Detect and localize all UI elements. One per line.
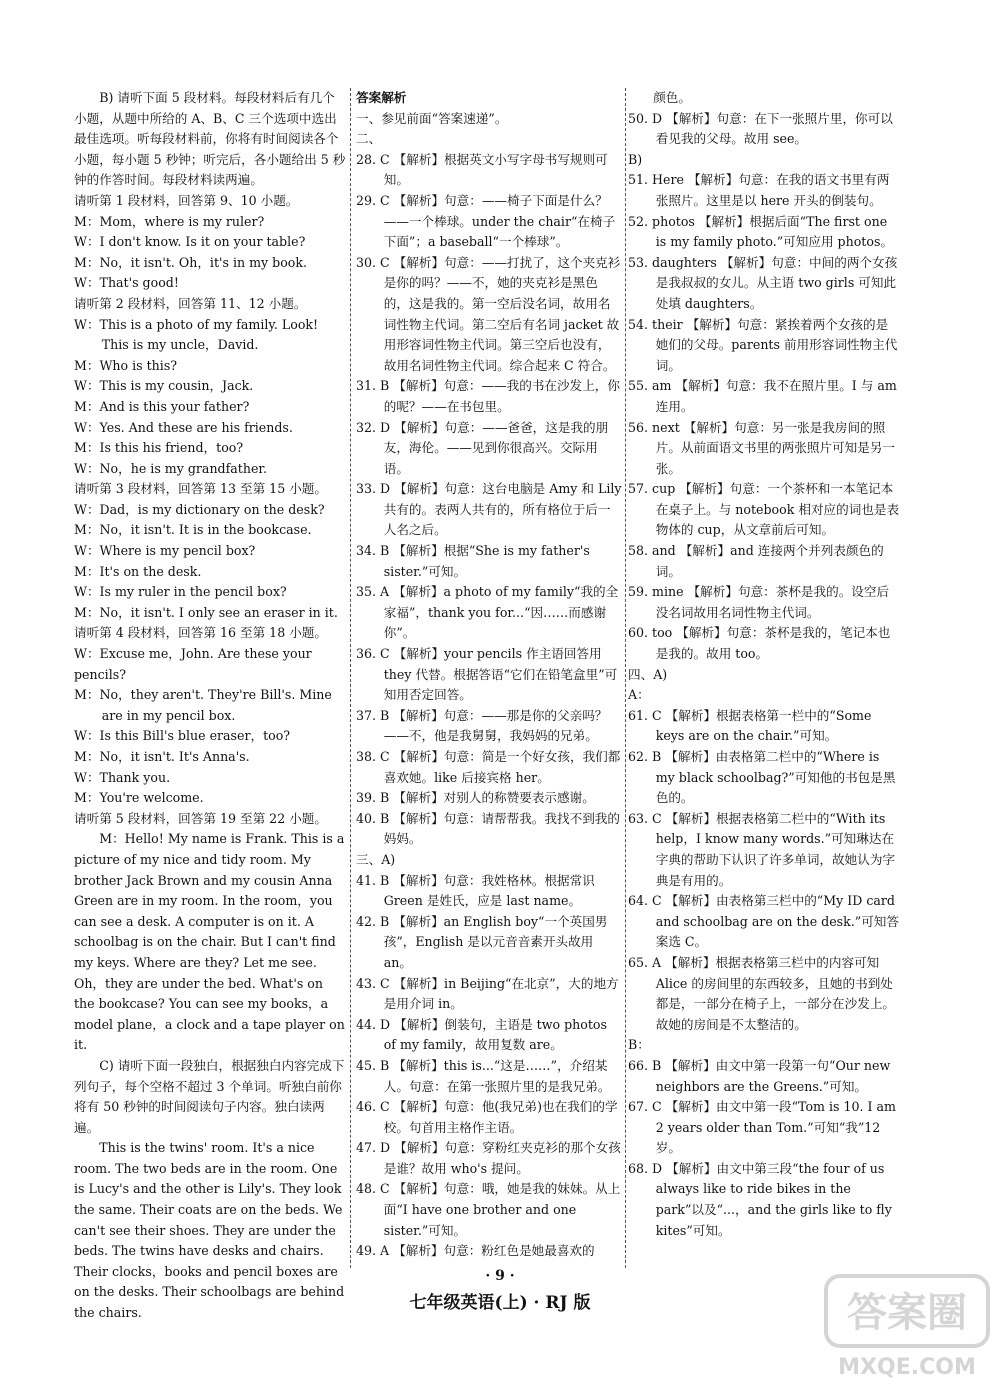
paragraph: 50. D 【解析】句意：在下一张照片里，你可以看见我的父母。故用 see。 bbox=[628, 110, 893, 147]
paragraph: M：Who is this? bbox=[74, 357, 178, 373]
paragraph: W：Dad，is my dictionary on the desk? bbox=[74, 501, 325, 517]
paragraph: 28. C 【解析】根据英文小写字母书写规则可知。 bbox=[356, 151, 608, 188]
paragraph: 62. B 【解析】由表格第二栏中的“Where is my black schoolbag?”可知他的书包是黑色的。 bbox=[628, 749, 896, 806]
paragraph: W：Thank you. bbox=[74, 769, 171, 785]
paragraph: 一、参见前面“答案速递”。 bbox=[356, 110, 508, 126]
paragraph: 57. cup 【解析】句意：一个茶杯和一本笔记本在桌子上。与 notebook 相对应的词也是表物体的 cup，从文章前后可知。 bbox=[628, 481, 900, 538]
paragraph: B) 请听下面 5 段材料。每段材料后有几个小题，从题中所给的 A、B、C 三个选项中选出最佳选项。听每段材料前，你将有时间阅读各个小题，每小题 5 秒钟；听完后，各小题给出 5 秒钟的作答时间。每段材料读两遍。 bbox=[74, 90, 346, 188]
paragraph: 34. B 【解析】根据“She is my father's sister.”可知。 bbox=[356, 543, 590, 579]
paragraph: 二、 bbox=[356, 131, 382, 147]
paragraph: 43. C 【解析】in Beijing“在北京”，大的地方是用介词 in。 bbox=[356, 975, 619, 1012]
paragraph: M：No，it isn't. I only see an eraser in it. bbox=[74, 604, 338, 620]
paragraph: 65. A 【解析】根据表格第三栏中的内容可知 Alice 的房间里的东西较多，且她的书到处都是，一部分在椅子上，一部分在沙发上。故她的房间是不太整洁的。 bbox=[628, 954, 895, 1032]
paragraph: W：That's good! bbox=[74, 275, 179, 291]
paragraph: This is the twins' room. It's a nice room. The two beds are in the room. One is Lucy's and the other is Lily's. They look the same. Their coats are on the beds. We can't see their shoes. They are under the beds. The twins have desks and chairs. Their clocks，books and pencil boxes are on the desks. Their schoolbags are behind the chairs. bbox=[74, 1140, 345, 1321]
paragraph: M：No，it isn't. It is in the bookcase. bbox=[74, 522, 312, 538]
watermark-url: MXQE.COM bbox=[838, 1355, 976, 1380]
paragraph: 颜色。 bbox=[628, 90, 691, 105]
paragraph: 41. B 【解析】句意：我姓格林。根据常识 Green 是姓氏，应是 last name。 bbox=[356, 872, 595, 909]
paragraph: 51. Here 【解析】句意：在我的语文书里有两张照片。这里是以 here 开头的倒装句。 bbox=[628, 172, 890, 208]
paragraph: 60. too 【解析】句意：茶杯是我的，笔记本也是我的。故用 too。 bbox=[628, 625, 891, 662]
paragraph: 49. A 【解析】句意：粉红色是她最喜欢的 bbox=[356, 1243, 595, 1259]
paragraph: W：Is my ruler in the pencil box? bbox=[74, 584, 287, 600]
paragraph: M：No，it isn't. Oh，it's in my book. bbox=[74, 254, 308, 270]
paragraph: 39. B 【解析】对别人的称赞要表示感谢。 bbox=[356, 790, 595, 806]
paragraph: 56. next 【解析】句意：另一张是我房间的照片。从前面语文书里的两张照片可知是另一张。 bbox=[628, 419, 895, 476]
paragraph: M：No，they aren't. They're Bill's. Mine are in my pencil box. bbox=[74, 687, 332, 723]
paragraph: 55. am 【解析】句意：我不在照片里。I 与 am 连用。 bbox=[628, 378, 897, 414]
paragraph: M：Is this his friend，too? bbox=[74, 440, 244, 456]
paragraph: 29. C 【解析】句意：——椅子下面是什么？——一个棒球。under the chair“在椅子下面”；a baseball“一个棒球”。 bbox=[356, 192, 616, 250]
paragraph: 36. C 【解析】your pencils 作主语回答用 they 代替。根据答语“它们在铅笔盒里”可知用否定回答。 bbox=[356, 646, 618, 703]
paragraph: M：No，it isn't. It's Anna's. bbox=[74, 749, 250, 764]
paragraph: 三、A) bbox=[356, 851, 396, 867]
paragraph: 37. B 【解析】句意：——那是你的父亲吗？——不，他是我舅舅，我妈妈的兄弟。 bbox=[356, 707, 608, 744]
paragraph: 46. C 【解析】句意：他(我兄弟)也在我们的学校。句首用主格作主语。 bbox=[356, 1099, 618, 1135]
paragraph: 请听第 3 段材料，回答第 13 至第 15 小题。 bbox=[74, 481, 327, 497]
column-divider bbox=[625, 88, 626, 1268]
middle-column bbox=[356, 88, 622, 1262]
paragraph: 58. and 【解析】and 连接两个并列表颜色的词。 bbox=[628, 543, 884, 579]
paragraph: W：This is my cousin，Jack. bbox=[74, 378, 254, 394]
book-title: 七年级英语(上) · RJ 版 bbox=[409, 1293, 591, 1313]
paragraph: 53. daughters 【解析】句意：中间的两个女孩是我叔叔的女儿。从主语 two girls 可知此处填 daughters。 bbox=[628, 254, 898, 311]
paragraph: 63. C 【解析】根据表格第二栏中的“With its help，I know many words.”可知琳达在字典的帮助下认识了许多单词，故她认为字典是有用的。 bbox=[628, 810, 895, 888]
paragraph: 47. D 【解析】句意：穿粉红夹克衫的那个女孩是谁？故用 who's 提问。 bbox=[356, 1140, 621, 1176]
paragraph: 68. D 【解析】由文中第三段“the four of us always like to ride bikes in the park”以及“...，and the girls like to fly kites”可知。 bbox=[628, 1160, 892, 1238]
paragraph: 64. C 【解析】由表格第三栏中的“My ID card and schoolbag are on the desk.”可知答案选 C。 bbox=[628, 893, 899, 950]
paragraph: M：You're welcome. bbox=[74, 790, 204, 806]
paragraph: 35. A 【解析】a photo of my family“我的全家福”，thank you for...“因……而感谢你”。 bbox=[356, 584, 619, 641]
paragraph: 44. D 【解析】倒装句，主语是 two photos of my family，故用复数 are。 bbox=[356, 1016, 607, 1053]
paragraph: W：No，he is my grandfather. bbox=[74, 460, 268, 476]
left-column bbox=[74, 88, 346, 1324]
paragraph: M：Hello! My name is Frank. This is a picture of my nice and tidy room. My brother Jack Brown and my cousin Anna Green are in my room. In the room，you can see a desk. A computer is on it. A schoolbag is on the chair. But I can't find my keys. Where are they? Let me see. Oh，they are under the bed. What's on the bookcase? You can see my books，a model plane，a clock and a tape player on it. bbox=[74, 831, 345, 1053]
right-column bbox=[628, 88, 900, 1241]
paragraph: 请听第 2 段材料，回答第 11、12 小题。 bbox=[74, 295, 307, 311]
paragraph: 请听第 1 段材料，回答第 9、10 小题。 bbox=[74, 192, 299, 208]
paragraph: W：I don't know. Is it on your table? bbox=[74, 234, 306, 250]
paragraph: 67. C 【解析】由文中第一段“Tom is 10. I am 2 years older than Tom.”可知“我”12 岁。 bbox=[628, 1099, 896, 1156]
paragraph: A： bbox=[628, 687, 650, 703]
paragraph: W：Excuse me，John. Are these your pencils? bbox=[74, 646, 312, 682]
paragraph: M：Mom，where is my ruler? bbox=[74, 213, 265, 229]
paragraph: W：Where is my pencil box? bbox=[74, 543, 256, 559]
paragraph: 40. B 【解析】句意：请帮帮我。我找不到我的妈妈。 bbox=[356, 810, 620, 847]
paragraph: 48. C 【解析】句意：哦，她是我的妹妹。从上面“I have one brother and one sister.”可知。 bbox=[356, 1181, 621, 1238]
paragraph: 66. B 【解析】由文中第一段第一句“Our new neighbors are the Greens.”可知。 bbox=[628, 1057, 891, 1094]
paragraph: C) 请听下面一段独白，根据独白内容完成下列句子，每个空格不超过 3 个单词。听独白前你将有 50 秒钟的时间阅读句子内容。独白读两遍。 bbox=[74, 1057, 345, 1135]
paragraph: 42. B 【解析】an English boy“一个英国男孩”，English 是以元音音素开头故用 an。 bbox=[356, 913, 608, 970]
paragraph: 30. C 【解析】句意：——打扰了，这个夹克衫是你的吗？——不，她的夹克衫是黑色的，这是我的。第一空后没名词，故用名词性物主代词。第二空后有名词 jacket 故用形容词性物主代词。第三空后也没有，故用名词性物主代词。综合起来 C 符合。 bbox=[356, 254, 621, 373]
paragraph: B) bbox=[628, 151, 643, 167]
paragraph: 请听第 4 段材料，回答第 16 至第 18 小题。 bbox=[74, 625, 327, 641]
paragraph: 四、A) bbox=[628, 666, 668, 682]
paragraph: 请听第 5 段材料，回答第 19 至第 22 小题。 bbox=[74, 810, 327, 826]
paragraph: 答案解析 bbox=[356, 90, 407, 105]
paragraph: W：Is this Bill's blue eraser，too? bbox=[74, 728, 291, 744]
paragraph: M：And is this your father? bbox=[74, 398, 250, 414]
column-divider bbox=[350, 88, 351, 1268]
paragraph: W：Yes. And these are his friends. bbox=[74, 419, 293, 435]
paragraph: 32. D 【解析】句意：——爸爸，这是我的朋友，海伦。——见到你很高兴。交际用语。 bbox=[356, 419, 609, 476]
paragraph: 54. their 【解析】句意：紧挨着两个女孩的是她们的父母。parents 前用形容词性物主代词。 bbox=[628, 316, 898, 373]
paragraph: 33. D 【解析】句意：这台电脑是 Amy 和 Lily 共有的。表两人共有的，所有格位于后一人名之后。 bbox=[356, 481, 622, 538]
watermark-text: 答案圈 bbox=[847, 1290, 967, 1336]
paragraph: M：It's on the desk. bbox=[74, 563, 202, 579]
paragraph: 61. C 【解析】根据表格第一栏中的“Some keys are on the chair.”可知。 bbox=[628, 707, 872, 744]
paragraph: 45. B 【解析】this is...“这是……”，介绍某人。句意：在第一张照片里的是我兄弟。 bbox=[356, 1057, 611, 1094]
paragraph: B： bbox=[628, 1037, 650, 1053]
paragraph: 31. B 【解析】句意：——我的书在沙发上，你的呢？——在书包里。 bbox=[356, 378, 620, 414]
watermark-logo bbox=[822, 1272, 992, 1382]
paragraph: 38. C 【解析】句意：简是一个好女孩，我们都喜欢她。like 后接宾格 her。 bbox=[356, 749, 621, 785]
paragraph: 59. mine 【解析】句意：茶杯是我的。设空后没名词故用名词性物主代词。 bbox=[628, 584, 890, 620]
paragraph: 52. photos 【解析】根据后面“The first one is my family photo.”可知应用 photos。 bbox=[628, 213, 894, 250]
page-number: · 9 · bbox=[485, 1268, 515, 1284]
paragraph: W：This is a photo of my family. Look! This is my uncle，David. bbox=[74, 316, 319, 353]
